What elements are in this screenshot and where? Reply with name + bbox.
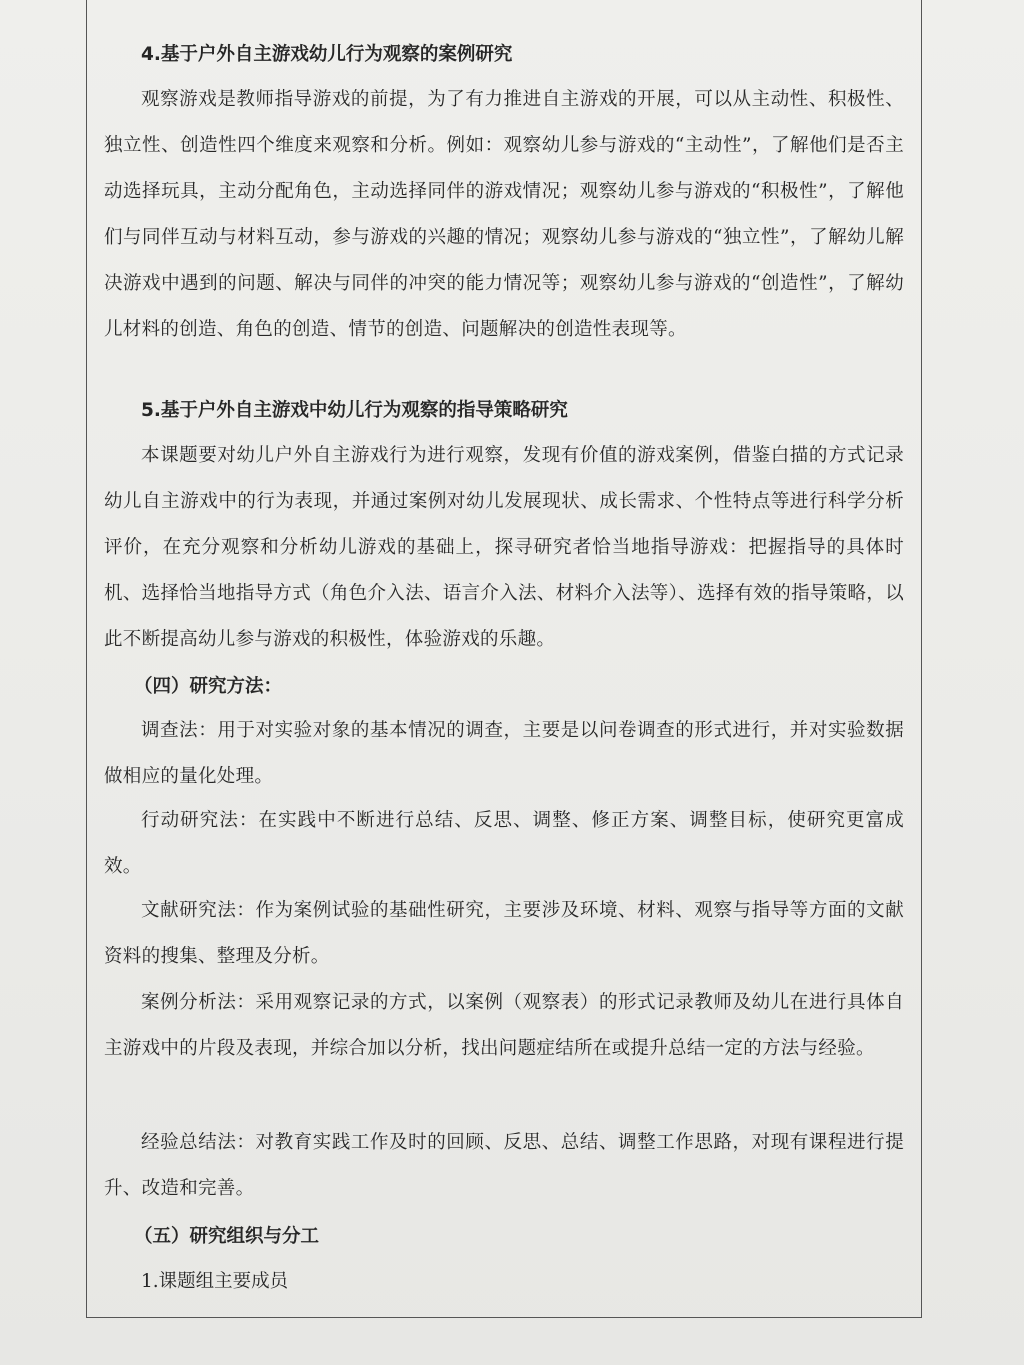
paragraph-method-survey: 调查法：用于对实验对象的基本情况的调查，主要是以问卷调查的形式进行，并对实验数据做相应的量化处理。 [104,720,904,787]
paragraph-guidance-strategy: 本课题要对幼儿户外自主游戏行为进行观察，发现有价值的游戏案例，借鉴白描的方式记录幼儿自主游戏中的行为表现，并通过案例对幼儿发展现状、成长需求、个性特点等进行科学分析评价，在充分观察和分析幼儿游戏的基础上，探寻研究者恰当地指导游戏：把握指导的具体时机、选择恰当地指导方式（角色介入法、语言介入法、材料介入法等）、选择有效的指导策略，以此不断提高幼儿参与游戏的积极性，体验游戏的乐趣。 [104,445,904,650]
section-heading-4: 4.基于户外自主游戏幼儿行为观察的案例研究 [141,44,513,65]
section-heading-organization: （五）研究组织与分工 [134,1226,320,1247]
paragraph-method-literature: 文献研究法：作为案例试验的基础性研究，主要涉及环境、材料、观察与指导等方面的文献资料的搜集、整理及分析。 [104,900,904,967]
paragraph-observation: 观察游戏是教师指导游戏的前提，为了有力推进自主游戏的开展，可以从主动性、积极性、独立性、创造性四个维度来观察和分析。例如：观察幼儿参与游戏的“主动性”，了解他们是否主动选择玩具，主动分配角色，主动选择同伴的游戏情况；观察幼儿参与游戏的“积极性”，了解他们与同伴互动与材料互动，参与游戏的兴趣的情况；观察幼儿参与游戏的“独立性”，了解幼儿解决游戏中遇到的问题、解决与同伴的冲突的能力情况等；观察幼儿参与游戏的“创造性”，了解幼儿材料的创造、角色的创造、情节的创造、问题解决的创造性表现等。 [104,89,904,340]
list-item-members: 1.课题组主要成员 [141,1271,289,1292]
section-heading-5: 5.基于户外自主游戏中幼儿行为观察的指导策略研究 [141,400,568,421]
paragraph-method-action: 行动研究法：在实践中不断进行总结、反思、调整、修正方案、调整目标，使研究更富成效。 [104,810,904,877]
paragraph-method-case: 案例分析法：采用观察记录的方式，以案例（观察表）的形式记录教师及幼儿在进行具体自主游戏中的片段及表现，并综合加以分析，找出问题症结所在或提升总结一定的方法与经验。 [104,992,904,1059]
section-heading-methods: （四）研究方法： [134,676,283,697]
paragraph-method-experience: 经验总结法：对教育实践工作及时的回顾、反思、总结、调整工作思路，对现有课程进行提升、改造和完善。 [104,1132,904,1199]
